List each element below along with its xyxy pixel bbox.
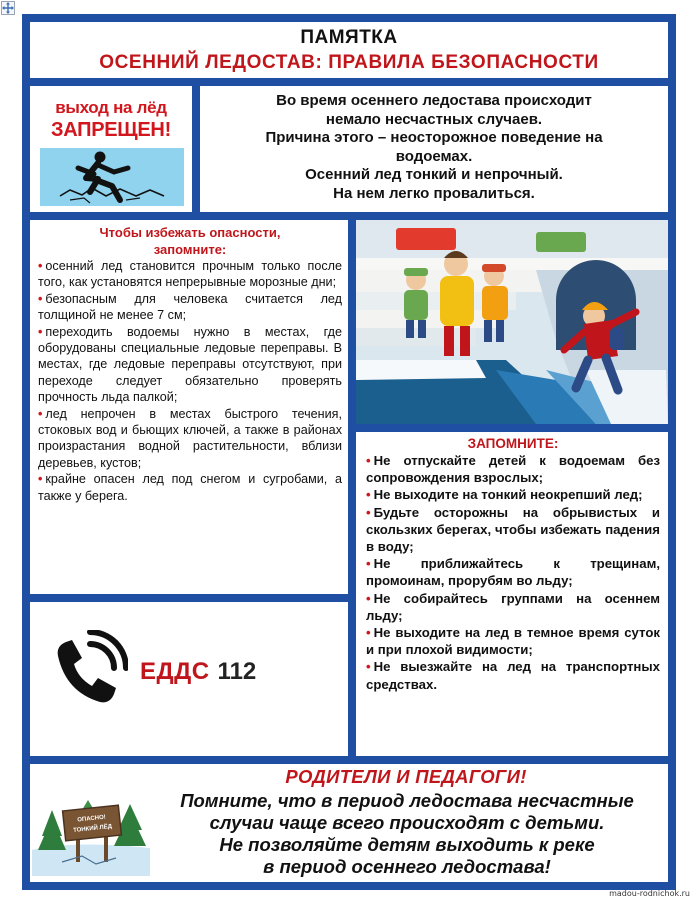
children-on-ice-illustration	[356, 220, 668, 424]
list-item: • переходить водоемы нужно в местах, где оборудованы специальные ледовые переправы. В местах, где ледовые переправы отсутствуют, при переходе следует обязательно проверять прочность льда палкой;	[38, 324, 342, 405]
sign-text-line2: ЗАПРЕЩЕН!	[51, 119, 171, 141]
message-line: случаи чаще всего происходят с детьми.	[209, 812, 605, 833]
intro-line: На нем легко провалиться.	[333, 184, 535, 202]
message-line: Помните, что в период ледостава несчастные	[180, 790, 634, 811]
poster-subtitle: ОСЕННИЙ ЛЕДОСТАВ: ПРАВИЛА БЕЗОПАСНОСТИ	[99, 52, 599, 73]
intro-line: Причина этого – неосторожное поведение на	[265, 129, 603, 147]
sign-text-line1: выход на лёд	[55, 98, 167, 117]
phone-icon	[44, 630, 128, 714]
falling-person-icon	[40, 148, 184, 206]
intro-line: Во время осеннего ледостава происходит	[276, 92, 592, 109]
intro-text	[200, 86, 668, 212]
ice-warning-sign	[30, 86, 192, 212]
list-item: • Не выходите на тонкий неокрепший лед;	[366, 487, 643, 503]
poster-title: ПАМЯТКА	[300, 27, 398, 48]
thin-ice-sign-text: ТОНКИЙ ЛЁД	[72, 823, 113, 834]
safety-rules-right	[356, 432, 668, 756]
bullet-icon: •	[366, 487, 371, 503]
bullet-icon: •	[366, 504, 371, 520]
list-item: • Не собирайтесь группами на осеннем льду;	[366, 590, 660, 623]
phone-number: 112	[217, 658, 257, 685]
bullet-icon: •	[366, 453, 371, 468]
thin-ice-sign-text: ОПАСНО!	[77, 814, 107, 824]
list-item: • Будьте осторожны на обрывистых и скользких берегах, чтобы избежать падения в воду;	[366, 504, 660, 555]
edds-label: ЕДДС	[140, 658, 210, 685]
message-line: Не позволяйте детям выходить к реке	[219, 834, 595, 855]
message-line: в период осеннего ледостава!	[263, 856, 551, 877]
move-handle-icon[interactable]	[1, 1, 15, 15]
emergency-contact	[30, 602, 348, 756]
list-item: • безопасным для человека считается лед толщиной не менее 7 см;	[38, 291, 342, 323]
list-item: • лед непрочен в местах быстрого течения, стоковых вод и бьющих ключей, а также в районах произрастания водной растительности, вблизи деревьев, кустов;	[38, 406, 342, 470]
list-item: • осенний лед становится прочным только после того, как установятся непрерывные морозные дни;	[38, 259, 342, 290]
bullet-icon: •	[38, 259, 43, 273]
parents-heading: РОДИТЕЛИ И ПЕДАГОГИ!	[285, 766, 527, 787]
title-block	[30, 22, 668, 78]
thin-ice-sign-illustration	[32, 770, 150, 876]
list-item: • крайне опасен лед под снегом и сугробами, а также у берега.	[38, 472, 342, 503]
safety-rules-left	[30, 220, 348, 594]
list-item: • Не выезжайте на лед на транспортных средствах.	[366, 659, 660, 692]
bullet-icon: •	[366, 556, 371, 572]
bullet-icon: •	[366, 590, 371, 606]
parents-message	[30, 764, 668, 882]
list-item: • Не отпускайте детей к водоемам без сопровождения взрослых;	[366, 453, 660, 486]
emergency-number	[140, 658, 256, 686]
bullet-icon: •	[38, 291, 43, 306]
intro-line: Осенний лед тонкий и непрочный.	[305, 166, 563, 184]
bullet-icon: •	[38, 406, 43, 421]
rules-heading: Чтобы избежать опасности,	[99, 225, 281, 240]
poster-frame	[22, 14, 676, 890]
bullet-icon: •	[38, 324, 43, 339]
source-watermark: madou-rodnichok.ru	[609, 889, 690, 898]
list-item: • Не выходите на лед в темное время суток и при плохой видимости;	[366, 625, 660, 658]
intro-line: немало несчастных случаев.	[325, 110, 543, 128]
list-item: • Не приближайтесь к трещинам, промоинам, прорубям во льду;	[366, 556, 660, 589]
bullet-icon: •	[38, 472, 43, 487]
bullet-icon: •	[366, 659, 371, 675]
rules-heading: запомните:	[153, 242, 227, 257]
bullet-icon: •	[366, 625, 371, 641]
intro-line: водоемах.	[395, 147, 473, 165]
rules-heading: ЗАПОМНИТЕ:	[467, 436, 559, 451]
